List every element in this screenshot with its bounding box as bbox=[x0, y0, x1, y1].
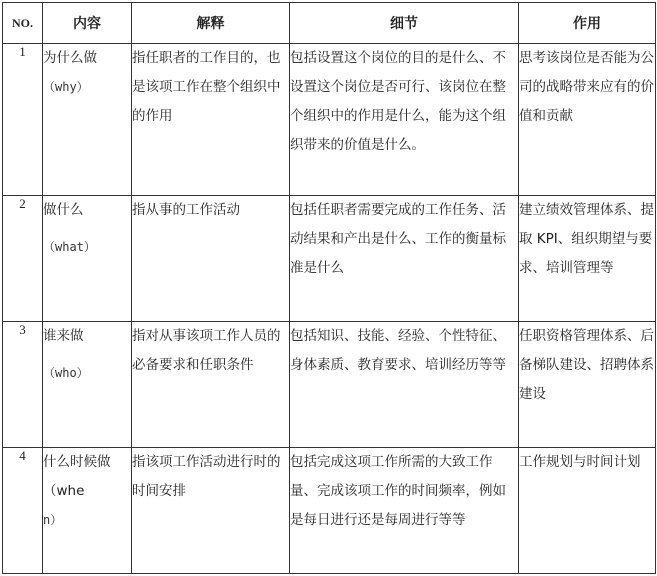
table-row bbox=[3, 322, 656, 448]
content-cell bbox=[43, 322, 132, 448]
explain-cell bbox=[132, 44, 290, 196]
effect-cell bbox=[519, 196, 656, 322]
header-content: 内容 bbox=[43, 3, 132, 44]
effect-cell bbox=[519, 448, 656, 574]
content-en: （what） bbox=[43, 240, 96, 254]
header-no: NO. bbox=[3, 3, 43, 44]
content-cell bbox=[43, 448, 132, 574]
content-en: n） bbox=[43, 513, 63, 527]
table-row bbox=[3, 196, 656, 322]
detail-cell bbox=[290, 44, 519, 196]
effect-cell bbox=[519, 322, 656, 448]
content-en: （why） bbox=[43, 80, 89, 94]
detail-cell bbox=[290, 196, 519, 322]
content-cn: 什么时候做（whe bbox=[43, 454, 111, 499]
table-row bbox=[3, 44, 656, 196]
header-effect: 作用 bbox=[519, 3, 656, 44]
content-cell bbox=[43, 196, 132, 322]
row-number: 4 bbox=[3, 448, 43, 574]
content-cn: 为什么做 bbox=[43, 50, 97, 66]
explain-cell bbox=[132, 448, 290, 574]
content-en: （who） bbox=[43, 366, 89, 380]
explain-text: 指从事的工作活动 bbox=[132, 202, 240, 218]
detail-text: 包括完成这项工作所需的大致工作量、完成该项工作的时间频率，例如是每日进行还是每周进行等等 bbox=[290, 454, 506, 528]
explain-text: 指任职者的工作目的，也是该项工作在整个组织中的作用 bbox=[132, 50, 281, 124]
table-header-row bbox=[3, 3, 656, 44]
effect-text: 工作规划与时间计划 bbox=[519, 454, 641, 470]
effect-text: 建立绩效管理体系、提取 KPI、组织期望与要求、培训管理等 bbox=[519, 202, 654, 276]
content-cn: 谁来做 bbox=[43, 328, 84, 344]
row-number: 2 bbox=[3, 196, 43, 322]
header-explain: 解释 bbox=[132, 3, 290, 44]
effect-text: 思考该岗位是否能为公司的战略带来应有的价值和贡献 bbox=[519, 50, 654, 124]
explain-text: 指对从事该项工作人员的必备要求和任职条件 bbox=[132, 328, 281, 373]
job-analysis-table bbox=[2, 2, 656, 574]
effect-cell bbox=[519, 44, 656, 196]
content-cn: 做什么 bbox=[43, 202, 84, 218]
effect-text: 任职资格管理体系、后备梯队建设、招聘体系建设 bbox=[519, 328, 654, 402]
table-row bbox=[3, 448, 656, 574]
content-cell bbox=[43, 44, 132, 196]
row-number: 3 bbox=[3, 322, 43, 448]
explain-cell bbox=[132, 196, 290, 322]
detail-text: 包括知识、技能、经验、个性特征、身体素质、教育要求、培训经历等等 bbox=[290, 328, 506, 373]
detail-text: 包括任职者需要完成的工作任务、活动结果和产出是什么、工作的衡量标准是什么 bbox=[290, 202, 506, 276]
detail-text: 包括设置这个岗位的目的是什么、不设置这个岗位是否可行、该岗位在整个组织中的作用是什么，能为这个组织带来的价值是什么。 bbox=[290, 50, 506, 153]
explain-text: 指该项工作活动进行时的时间安排 bbox=[132, 454, 281, 499]
explain-cell bbox=[132, 322, 290, 448]
row-number: 1 bbox=[3, 44, 43, 196]
detail-cell bbox=[290, 322, 519, 448]
header-detail: 细节 bbox=[290, 3, 519, 44]
detail-cell bbox=[290, 448, 519, 574]
